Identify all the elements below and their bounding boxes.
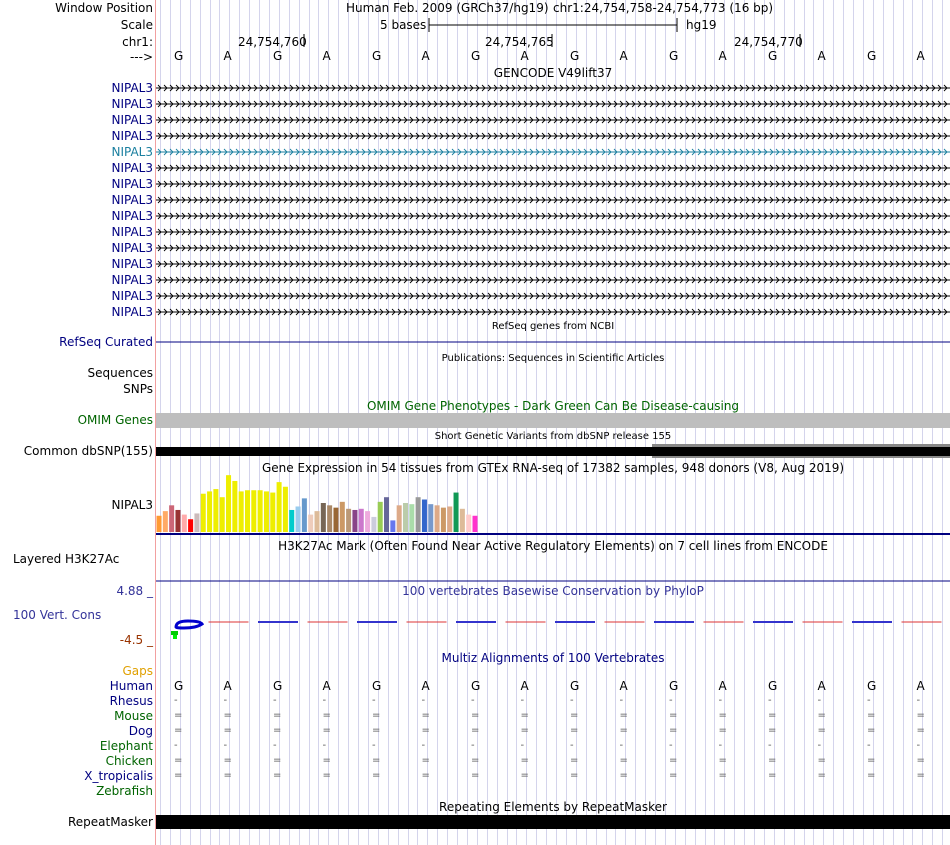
alignment-cell: = [273, 770, 282, 781]
gtex-tissue-bar [264, 491, 269, 532]
alignment-cell: - [471, 740, 475, 751]
gtex-tissue-bar [397, 505, 402, 532]
base-letter: G [372, 49, 382, 63]
alignment-cell: G [867, 679, 877, 693]
alignment-cell: = [916, 725, 925, 736]
alignment-cell: = [372, 755, 381, 766]
ruler-tick-3: 24,754,770 [734, 35, 803, 49]
base-letter: G [471, 49, 481, 63]
alignment-cell: = [273, 710, 282, 721]
conservation-title: 100 vertebrates Basewise Conservation by PhyloP [402, 584, 704, 598]
alignment-cell: = [619, 725, 628, 736]
alignment-cell: = [817, 770, 826, 781]
gtex-tissue-bar [371, 517, 376, 532]
base-letter: A [421, 49, 430, 63]
species-label: Rhesus [109, 694, 153, 708]
window-position-label: Window Position [55, 1, 153, 15]
species-label: X_tropicalis [84, 769, 153, 783]
alignment-cell: - [174, 695, 178, 706]
alignment-cell: - [867, 695, 871, 706]
alignment-cell: = [174, 770, 183, 781]
dbsnp-title: Short Genetic Variants from dbSNP release 155 [434, 431, 672, 442]
gtex-tissue-bar [416, 497, 421, 532]
alignment-cell: A [916, 679, 925, 693]
gtex-tissue-bar [232, 481, 237, 532]
gtex-tissue-bar [182, 515, 187, 532]
alignment-cell: - [817, 740, 822, 751]
phylop-wiggle [171, 621, 202, 639]
dbsnp-bar [156, 447, 950, 456]
gaps-label: Gaps [122, 664, 153, 678]
base-letter: A [619, 49, 628, 63]
alignment-cell: = [372, 710, 381, 721]
alignment-cell: G [669, 679, 679, 693]
chrom-label: chr1: [122, 35, 153, 49]
alignment-cell: - [570, 695, 574, 706]
alignment-cell: = [174, 755, 183, 766]
alignment-cell: = [520, 725, 529, 736]
alignment-cell: = [718, 725, 727, 736]
h3k27ac-label[interactable]: Layered H3K27Ac [13, 552, 120, 566]
gencode-transcript-label[interactable]: NIPAL3 [111, 161, 153, 175]
gencode-transcript-label[interactable]: NIPAL3 [111, 305, 153, 319]
repeatmasker-label[interactable]: RepeatMasker [67, 815, 153, 829]
gtex-tissue-bar [201, 494, 206, 532]
alignment-cell: = [669, 755, 678, 766]
track-area[interactable] [156, 0, 950, 845]
alignment-cell: = [916, 755, 925, 766]
alignment-cell: - [669, 695, 673, 706]
alignment-cell: - [916, 695, 921, 706]
gencode-transcript-label[interactable]: NIPAL3 [111, 145, 153, 159]
alignment-cell: - [273, 695, 277, 706]
gencode-transcript-label[interactable]: NIPAL3 [111, 209, 153, 223]
alignment-cell: = [768, 770, 777, 781]
scale-db: hg19 [686, 18, 717, 32]
repeatmasker-bar [156, 815, 950, 829]
track-labels-column [0, 0, 155, 845]
gtex-tissue-bar [163, 511, 168, 532]
gtex-tissue-bar [359, 509, 364, 532]
gtex-tissue-bar [207, 491, 212, 532]
gtex-tissue-bar [308, 515, 313, 532]
base-letter: A [916, 49, 925, 63]
alignment-cell: = [867, 725, 876, 736]
gtex-tissue-bar [422, 500, 427, 532]
gtex-tissue-bar [384, 497, 389, 532]
alignment-cell: A [718, 679, 727, 693]
species-label: Mouse [114, 709, 153, 723]
phylop-min-label: -4.5 _ [119, 633, 153, 647]
alignment-cell: - [817, 695, 822, 706]
alignment-cell: = [273, 755, 282, 766]
alignment-cell: = [471, 755, 480, 766]
alignment-cell: = [570, 770, 579, 781]
refseq-label[interactable]: RefSeq Curated [59, 335, 153, 349]
alignment-cell: - [916, 740, 921, 751]
alignment-cell: - [619, 740, 624, 751]
alignment-cell: - [322, 740, 327, 751]
alignment-cell: = [471, 725, 480, 736]
gtex-tissue-bar [296, 506, 301, 532]
gtex-tissue-bar [403, 503, 408, 532]
alignment-cell: = [520, 755, 529, 766]
alignment-cell: A [421, 679, 430, 693]
alignment-cell: G [174, 679, 184, 693]
gencode-transcript-label[interactable]: NIPAL3 [111, 81, 153, 95]
phylop-marker-light [173, 635, 177, 639]
gtex-label[interactable]: NIPAL3 [111, 498, 153, 512]
phylop-peak [176, 621, 202, 628]
gtex-tissue-bar [428, 504, 433, 532]
alignment-cell: = [669, 725, 678, 736]
alignment-cell: = [223, 755, 232, 766]
base-letter: A [817, 49, 826, 63]
scale-text: 5 bases [380, 18, 427, 32]
phylop-max-label: 4.88 _ [116, 584, 153, 598]
alignment-cell: = [421, 725, 430, 736]
gencode-transcript-label[interactable]: NIPAL3 [111, 177, 153, 191]
base-letter: A [322, 49, 331, 63]
alignment-cell: = [223, 725, 232, 736]
alignment-cell: - [520, 740, 525, 751]
alignment-cell: - [520, 695, 525, 706]
alignment-cell: G [372, 679, 382, 693]
gencode-transcripts [156, 85, 950, 315]
alignment-cell: = [768, 725, 777, 736]
repeatmasker-title: Repeating Elements by RepeatMasker [439, 800, 667, 814]
gencode-transcript-label[interactable]: NIPAL3 [111, 113, 153, 127]
conservation-label[interactable]: 100 Vert. Cons [13, 608, 102, 622]
alignment-cell: = [718, 770, 727, 781]
gtex-tissue-bar [277, 482, 282, 532]
species-label: Zebrafish [96, 784, 153, 798]
alignment-cell: - [421, 695, 426, 706]
gencode-title: GENCODE V49lift37 [493, 66, 613, 80]
alignment-cell: = [372, 725, 381, 736]
alignment-cell: = [372, 770, 381, 781]
gtex-tissue-bar [169, 505, 174, 532]
gtex-tissue-bar [213, 489, 218, 532]
gtex-bars [157, 475, 478, 532]
species-label: Chicken [105, 754, 153, 768]
alignment-cell: = [867, 770, 876, 781]
alignment-cell: = [471, 710, 480, 721]
alignment-cell: G [570, 679, 580, 693]
alignment-cell: = [322, 725, 331, 736]
gtex-tissue-bar [315, 511, 320, 532]
gtex-tissue-bar [226, 475, 231, 532]
h3k27ac-title: H3K27Ac Mark (Often Found Near Active Regulatory Elements) on 7 cell lines from ENCODE [278, 539, 828, 553]
alignment-cell: - [174, 740, 178, 751]
gencode-transcript-label[interactable]: NIPAL3 [111, 241, 153, 255]
base-letter: G [273, 49, 283, 63]
alignment-cell: = [322, 770, 331, 781]
gtex-tissue-bar [333, 508, 338, 532]
alignment-cell: = [817, 710, 826, 721]
alignment-cell: = [867, 755, 876, 766]
species-label: Dog [128, 724, 153, 738]
alignment-cell: = [223, 770, 232, 781]
publications-title: Publications: Sequences in Scientific Articles [441, 353, 665, 364]
alignment-cell: = [619, 710, 628, 721]
base-letter: G [867, 49, 877, 63]
gtex-tissue-bar [188, 519, 193, 532]
gencode-transcript-label[interactable]: NIPAL3 [111, 273, 153, 287]
sequences-label[interactable]: Sequences [87, 366, 153, 380]
gtex-tissue-bar [435, 505, 440, 532]
assembly-text: Human Feb. 2009 (GRCh37/hg19) [346, 1, 549, 15]
dbsnp-overlap-lower [652, 456, 950, 458]
gtex-tissue-bar [460, 509, 465, 532]
gtex-tissue-bar [258, 490, 263, 532]
phylop-marker-green [171, 631, 178, 635]
gtex-tissue-bar [239, 491, 244, 532]
alignment-cell: = [916, 770, 925, 781]
gtex-tissue-bar [466, 515, 471, 532]
base-letter: A [223, 49, 232, 63]
alignment-cell: - [372, 740, 376, 751]
alignment-cell: = [916, 710, 925, 721]
gtex-tissue-bar [473, 516, 478, 532]
gtex-tissue-bar [194, 513, 199, 532]
alignment-cell: = [174, 710, 183, 721]
alignment-cell: - [619, 695, 624, 706]
gtex-tissue-bar [157, 516, 162, 532]
alignment-cell: A [223, 679, 232, 693]
ruler-tick-2: 24,754,765 [485, 35, 554, 49]
scale-label: Scale [120, 18, 153, 32]
base-letter: G [669, 49, 679, 63]
gtex-tissue-bar [327, 505, 332, 532]
alignment-cell: A [619, 679, 628, 693]
alignment-cell: - [223, 695, 228, 706]
gtex-title: Gene Expression in 54 tissues from GTEx RNA-seq of 17382 samples, 948 donors (V8, Aug 2019) [261, 461, 845, 475]
alignment-cell: = [768, 710, 777, 721]
base-letter: G [768, 49, 778, 63]
alignment-cell: = [867, 710, 876, 721]
gtex-tissue-bar [245, 490, 250, 532]
alignment-cell: - [273, 740, 277, 751]
alignment-cell: = [322, 710, 331, 721]
alignment-cell: = [421, 755, 430, 766]
alignment-cell: = [570, 755, 579, 766]
alignment-cell: A [817, 679, 826, 693]
alignment-cell: A [520, 679, 529, 693]
alignment-cell: = [817, 725, 826, 736]
alignment-cell: G [273, 679, 283, 693]
alignment-cell: - [372, 695, 376, 706]
alignment-cell: = [718, 755, 727, 766]
species-label: Elephant [99, 739, 153, 753]
base-letter: A [718, 49, 727, 63]
alignment-cell: - [570, 740, 574, 751]
gtex-tissue-bar [447, 506, 452, 532]
alignment-cell: = [570, 710, 579, 721]
base-letter: A [520, 49, 529, 63]
alignment-cell: = [471, 770, 480, 781]
gencode-transcript-label[interactable]: NIPAL3 [111, 289, 153, 303]
alignment-cell: - [718, 740, 723, 751]
alignment-cell: = [421, 770, 430, 781]
gtex-tissue-bar [340, 502, 345, 532]
alignment-cell: = [570, 725, 579, 736]
alignment-cell: = [421, 710, 430, 721]
dbsnp-overlap [652, 444, 950, 447]
alignment-cell: - [768, 740, 772, 751]
alignment-cell: - [867, 740, 871, 751]
gtex-tissue-bar [251, 490, 256, 532]
alignment-cell: = [619, 755, 628, 766]
alignment-cell: - [718, 695, 723, 706]
omim-bar [156, 413, 950, 428]
gtex-tissue-bar [454, 493, 459, 532]
alignment-cell: - [322, 695, 327, 706]
alignment-cell: = [520, 710, 529, 721]
alignment-cell: = [322, 755, 331, 766]
gtex-tissue-bar [346, 509, 351, 532]
alignment-cell: = [768, 755, 777, 766]
gtex-tissue-bar [321, 503, 326, 532]
gtex-tissue-bar [289, 510, 294, 532]
alignment-cell: G [768, 679, 778, 693]
ruler-tick-1: 24,754,760 [238, 35, 307, 49]
gtex-tissue-bar [441, 508, 446, 532]
alignment-cell: = [619, 770, 628, 781]
alignment-cell: = [718, 710, 727, 721]
alignment-cell: = [669, 710, 678, 721]
position-text: chr1:24,754,758-24,754,773 (16 bp) [553, 1, 774, 15]
alignment-cell: = [669, 770, 678, 781]
alignment-cell: - [223, 740, 228, 751]
gtex-tissue-bar [352, 510, 357, 532]
alignment-cell: = [223, 710, 232, 721]
alignment-cell: - [669, 740, 673, 751]
gencode-transcript-label[interactable]: NIPAL3 [111, 97, 153, 111]
alignment-cell: - [471, 695, 475, 706]
omim-label[interactable]: OMIM Genes [77, 413, 153, 427]
track-graphics [156, 0, 950, 845]
dbsnp-label[interactable]: Common dbSNP(155) [23, 444, 153, 458]
strand-label: ---> [129, 50, 153, 64]
multiz-title: Multiz Alignments of 100 Vertebrates [441, 651, 665, 665]
alignment-cell: = [174, 725, 183, 736]
base-letter: G [174, 49, 184, 63]
gtex-tissue-bar [175, 510, 180, 532]
gtex-tissue-bar [283, 487, 288, 532]
alignment-cell: G [471, 679, 481, 693]
gtex-tissue-bar [302, 498, 307, 532]
refseq-title: RefSeq genes from NCBI [491, 321, 615, 332]
gencode-transcript-label[interactable]: NIPAL3 [111, 225, 153, 239]
alignment-cell: = [817, 755, 826, 766]
gtex-tissue-bar [270, 493, 275, 532]
alignment-cell: = [273, 725, 282, 736]
alignment-cell: - [421, 740, 426, 751]
alignment-cell: A [322, 679, 331, 693]
base-letter: G [570, 49, 580, 63]
alignment-cell: - [768, 695, 772, 706]
alignment-cell: = [520, 770, 529, 781]
species-label: Human [109, 679, 153, 693]
gencode-transcript-label[interactable]: NIPAL3 [111, 257, 153, 271]
gtex-tissue-bar [409, 504, 414, 532]
gtex-tissue-bar [365, 511, 370, 532]
omim-title: OMIM Gene Phenotypes - Dark Green Can Be Disease-causing [366, 399, 740, 413]
gencode-transcript-label[interactable]: NIPAL3 [111, 193, 153, 207]
gencode-transcript-label[interactable]: NIPAL3 [111, 129, 153, 143]
snps-label[interactable]: SNPs [123, 382, 153, 396]
gtex-tissue-bar [378, 502, 383, 532]
gtex-tissue-bar [390, 520, 395, 532]
gtex-tissue-bar [220, 497, 225, 532]
